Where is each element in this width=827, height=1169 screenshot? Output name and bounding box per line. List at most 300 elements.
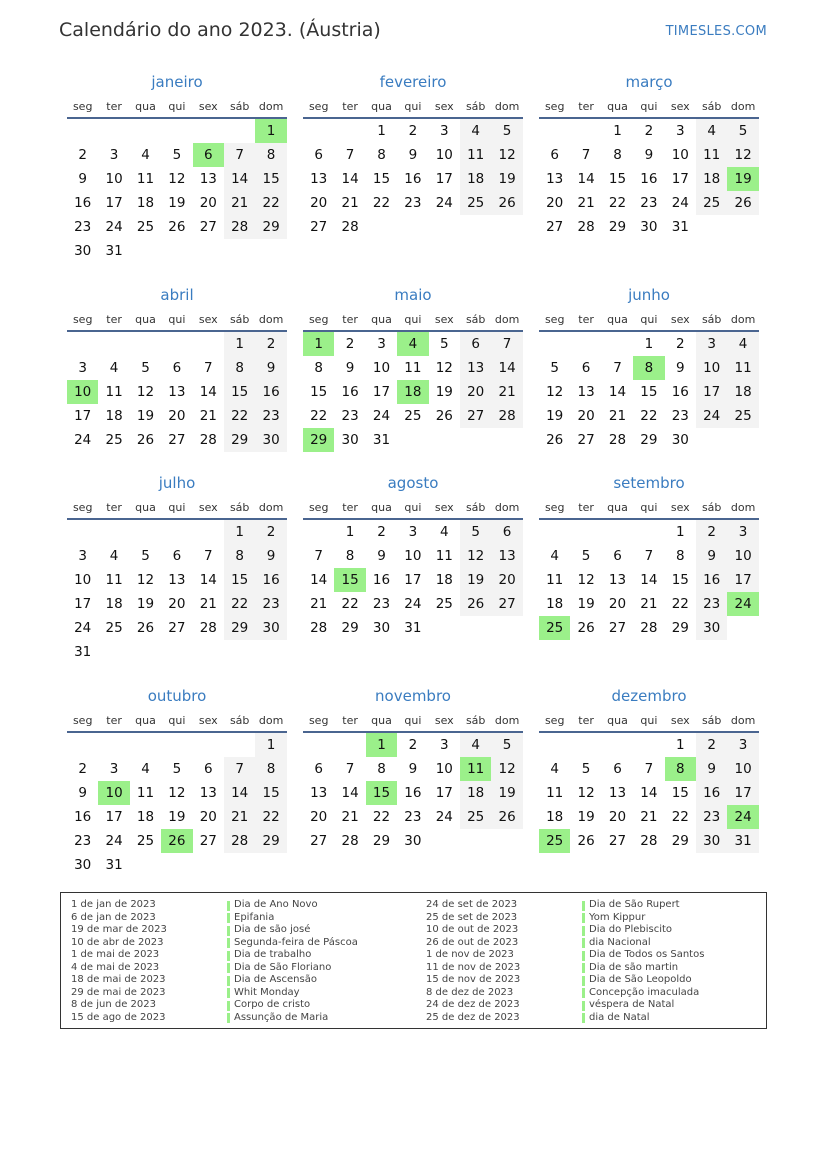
day-cell[interactable]: 25	[105, 432, 123, 448]
day-cell[interactable]: 8	[613, 147, 622, 163]
day-cell[interactable]: 27	[168, 432, 186, 448]
day-cell[interactable]: 9	[408, 147, 418, 163]
day-cell[interactable]: 13	[199, 785, 217, 801]
day-cell[interactable]: 14	[224, 781, 255, 805]
day-cell[interactable]: 28	[310, 620, 328, 636]
day-cell[interactable]: 11	[696, 143, 727, 167]
day-cell[interactable]: 7	[224, 143, 255, 167]
day-cell[interactable]: 7	[203, 548, 213, 564]
day-cell[interactable]: 3	[377, 336, 386, 352]
day-cell[interactable]: 4	[460, 733, 491, 757]
day-cell[interactable]: 30	[696, 829, 727, 853]
day-cell[interactable]: 25	[404, 408, 422, 424]
day-cell[interactable]: 13	[546, 171, 564, 187]
day-cell[interactable]: 16	[74, 809, 92, 825]
day-cell[interactable]: 27	[608, 620, 627, 636]
day-cell[interactable]: 30	[255, 428, 286, 452]
day-cell[interactable]: 17	[74, 408, 92, 424]
day-cell[interactable]: 22	[341, 596, 359, 612]
day-cell[interactable]: 26	[491, 191, 522, 215]
day-cell[interactable]: 1	[675, 737, 685, 753]
day-cell[interactable]: 18	[105, 596, 123, 612]
day-cell[interactable]: 19	[136, 596, 155, 612]
day-cell[interactable]: 6	[491, 520, 522, 544]
day-cell[interactable]: 2	[408, 123, 418, 139]
day-cell[interactable]: 28	[224, 829, 255, 853]
holiday-day[interactable]: 25	[539, 829, 570, 853]
day-cell[interactable]: 17	[435, 171, 453, 187]
day-cell[interactable]: 26	[435, 408, 453, 424]
day-cell[interactable]: 27	[168, 620, 186, 636]
day-cell[interactable]: 15	[640, 384, 658, 400]
day-cell[interactable]: 30	[696, 616, 727, 640]
day-cell[interactable]: 31	[372, 432, 391, 448]
day-cell[interactable]: 14	[491, 356, 522, 380]
day-cell[interactable]: 30	[372, 620, 391, 636]
day-cell[interactable]: 13	[577, 384, 595, 400]
day-cell[interactable]: 24	[74, 432, 92, 448]
day-cell[interactable]: 23	[74, 219, 92, 235]
day-cell[interactable]: 3	[727, 733, 758, 757]
holiday-day[interactable]: 8	[665, 757, 696, 781]
day-cell[interactable]: 8	[224, 544, 255, 568]
day-cell[interactable]: 14	[577, 171, 595, 187]
day-cell[interactable]: 15	[224, 380, 255, 404]
day-cell[interactable]: 21	[491, 380, 522, 404]
day-cell[interactable]: 9	[644, 147, 654, 163]
day-cell[interactable]: 2	[408, 737, 418, 753]
day-cell[interactable]: 22	[671, 809, 689, 825]
day-cell[interactable]: 29	[671, 620, 689, 636]
day-cell[interactable]: 23	[696, 592, 727, 616]
day-cell[interactable]: 23	[372, 596, 391, 612]
day-cell[interactable]: 9	[345, 360, 355, 376]
day-cell[interactable]: 22	[671, 596, 689, 612]
day-cell[interactable]: 6	[314, 761, 323, 777]
day-cell[interactable]: 26	[460, 592, 491, 616]
day-cell[interactable]: 9	[78, 785, 87, 801]
day-cell[interactable]: 5	[581, 761, 591, 777]
day-cell[interactable]: 16	[74, 195, 92, 211]
day-cell[interactable]: 21	[341, 809, 359, 825]
day-cell[interactable]: 7	[224, 757, 255, 781]
day-cell[interactable]: 23	[404, 809, 422, 825]
day-cell[interactable]: 10	[105, 171, 123, 187]
day-cell[interactable]: 12	[491, 757, 522, 781]
day-cell[interactable]: 24	[105, 219, 123, 235]
day-cell[interactable]: 4	[109, 548, 119, 564]
day-cell[interactable]: 28	[640, 833, 658, 849]
day-cell[interactable]: 2	[255, 332, 286, 356]
day-cell[interactable]: 13	[608, 785, 627, 801]
holiday-day[interactable]: 24	[727, 592, 758, 616]
day-cell[interactable]: 20	[577, 408, 595, 424]
day-cell[interactable]: 18	[105, 408, 123, 424]
day-cell[interactable]: 20	[460, 380, 491, 404]
day-cell[interactable]: 21	[199, 596, 217, 612]
day-cell[interactable]: 20	[199, 809, 217, 825]
day-cell[interactable]: 3	[78, 548, 87, 564]
day-cell[interactable]: 18	[136, 809, 155, 825]
day-cell[interactable]: 25	[460, 805, 491, 829]
day-cell[interactable]: 10	[404, 548, 422, 564]
day-cell[interactable]: 23	[696, 805, 727, 829]
day-cell[interactable]: 27	[546, 219, 564, 235]
day-cell[interactable]: 21	[640, 809, 658, 825]
day-cell[interactable]: 19	[491, 781, 522, 805]
day-cell[interactable]: 19	[168, 809, 186, 825]
day-cell[interactable]: 17	[404, 572, 422, 588]
day-cell[interactable]: 28	[224, 215, 255, 239]
day-cell[interactable]: 16	[696, 568, 727, 592]
day-cell[interactable]: 6	[581, 360, 591, 376]
day-cell[interactable]: 7	[581, 147, 591, 163]
day-cell[interactable]: 25	[105, 620, 123, 636]
day-cell[interactable]: 12	[460, 544, 491, 568]
day-cell[interactable]: 18	[435, 572, 453, 588]
day-cell[interactable]: 31	[671, 219, 689, 235]
day-cell[interactable]: 20	[608, 596, 627, 612]
day-cell[interactable]: 15	[372, 171, 391, 187]
day-cell[interactable]: 17	[696, 380, 727, 404]
day-cell[interactable]: 6	[550, 147, 559, 163]
day-cell[interactable]: 5	[727, 119, 758, 143]
day-cell[interactable]: 15	[255, 167, 286, 191]
day-cell[interactable]: 3	[78, 360, 87, 376]
day-cell[interactable]: 26	[727, 191, 758, 215]
day-cell[interactable]: 29	[255, 829, 286, 853]
day-cell[interactable]: 8	[377, 761, 386, 777]
day-cell[interactable]: 12	[546, 384, 564, 400]
day-cell[interactable]: 4	[727, 332, 758, 356]
day-cell[interactable]: 9	[377, 548, 386, 564]
day-cell[interactable]: 28	[577, 219, 595, 235]
day-cell[interactable]: 3	[109, 147, 119, 163]
holiday-day[interactable]: 24	[727, 805, 758, 829]
day-cell[interactable]: 18	[546, 809, 564, 825]
day-cell[interactable]: 1	[224, 520, 255, 544]
day-cell[interactable]: 1	[377, 123, 386, 139]
day-cell[interactable]: 19	[168, 195, 186, 211]
day-cell[interactable]: 29	[671, 833, 689, 849]
day-cell[interactable]: 11	[136, 785, 155, 801]
day-cell[interactable]: 26	[136, 432, 155, 448]
day-cell[interactable]: 24	[372, 408, 391, 424]
day-cell[interactable]: 28	[491, 404, 522, 428]
day-cell[interactable]: 2	[255, 520, 286, 544]
day-cell[interactable]: 10	[727, 544, 758, 568]
day-cell[interactable]: 29	[640, 432, 658, 448]
day-cell[interactable]: 5	[460, 520, 491, 544]
day-cell[interactable]: 15	[671, 785, 689, 801]
day-cell[interactable]: 30	[640, 219, 658, 235]
day-cell[interactable]: 16	[696, 781, 727, 805]
day-cell[interactable]: 8	[314, 360, 323, 376]
holiday-day[interactable]: 4	[397, 332, 428, 356]
day-cell[interactable]: 13	[168, 384, 186, 400]
day-cell[interactable]: 7	[491, 332, 522, 356]
day-cell[interactable]: 23	[671, 408, 689, 424]
day-cell[interactable]: 27	[310, 219, 328, 235]
day-cell[interactable]: 9	[255, 544, 286, 568]
brand-link[interactable]: TIMESLES.COM	[665, 24, 767, 39]
day-cell[interactable]: 2	[78, 761, 87, 777]
day-cell[interactable]: 18	[727, 380, 758, 404]
day-cell[interactable]: 13	[460, 356, 491, 380]
day-cell[interactable]: 15	[671, 572, 689, 588]
day-cell[interactable]: 28	[341, 219, 359, 235]
day-cell[interactable]: 25	[696, 191, 727, 215]
day-cell[interactable]: 6	[314, 147, 323, 163]
day-cell[interactable]: 4	[696, 119, 727, 143]
day-cell[interactable]: 4	[550, 548, 559, 564]
day-cell[interactable]: 12	[168, 171, 186, 187]
day-cell[interactable]: 3	[696, 332, 727, 356]
day-cell[interactable]: 3	[727, 520, 758, 544]
day-cell[interactable]: 11	[105, 384, 123, 400]
day-cell[interactable]: 3	[109, 761, 119, 777]
day-cell[interactable]: 4	[439, 524, 449, 540]
holiday-day[interactable]: 6	[193, 143, 224, 167]
day-cell[interactable]: 29	[372, 833, 391, 849]
day-cell[interactable]: 13	[491, 544, 522, 568]
day-cell[interactable]: 30	[255, 616, 286, 640]
day-cell[interactable]: 24	[671, 195, 689, 211]
day-cell[interactable]: 15	[224, 568, 255, 592]
day-cell[interactable]: 4	[109, 360, 119, 376]
day-cell[interactable]: 22	[310, 408, 328, 424]
day-cell[interactable]: 20	[199, 195, 217, 211]
day-cell[interactable]: 5	[172, 147, 182, 163]
day-cell[interactable]: 31	[74, 644, 92, 660]
day-cell[interactable]: 31	[404, 620, 422, 636]
day-cell[interactable]: 11	[136, 171, 155, 187]
day-cell[interactable]: 5	[439, 336, 449, 352]
day-cell[interactable]: 1	[613, 123, 622, 139]
day-cell[interactable]: 5	[491, 733, 522, 757]
day-cell[interactable]: 26	[546, 432, 564, 448]
day-cell[interactable]: 28	[341, 833, 359, 849]
day-cell[interactable]: 17	[74, 596, 92, 612]
day-cell[interactable]: 27	[460, 404, 491, 428]
day-cell[interactable]: 7	[644, 548, 654, 564]
day-cell[interactable]: 3	[408, 524, 418, 540]
day-cell[interactable]: 18	[136, 195, 155, 211]
day-cell[interactable]: 19	[577, 809, 595, 825]
holiday-day[interactable]: 1	[366, 733, 397, 757]
day-cell[interactable]: 2	[696, 733, 727, 757]
day-cell[interactable]: 26	[136, 620, 155, 636]
day-cell[interactable]: 4	[141, 761, 150, 777]
day-cell[interactable]: 9	[696, 544, 727, 568]
holiday-day[interactable]: 1	[303, 332, 334, 356]
day-cell[interactable]: 22	[224, 592, 255, 616]
day-cell[interactable]: 29	[224, 428, 255, 452]
holiday-day[interactable]: 25	[539, 616, 570, 640]
day-cell[interactable]: 4	[141, 147, 150, 163]
day-cell[interactable]: 17	[727, 781, 758, 805]
day-cell[interactable]: 10	[696, 356, 727, 380]
day-cell[interactable]: 16	[404, 785, 422, 801]
holiday-day[interactable]: 10	[98, 781, 129, 805]
day-cell[interactable]: 6	[203, 761, 213, 777]
day-cell[interactable]: 6	[172, 360, 182, 376]
day-cell[interactable]: 13	[168, 572, 186, 588]
day-cell[interactable]: 15	[608, 171, 627, 187]
day-cell[interactable]: 6	[172, 548, 182, 564]
day-cell[interactable]: 18	[696, 167, 727, 191]
day-cell[interactable]: 3	[439, 737, 449, 753]
day-cell[interactable]: 6	[460, 332, 491, 356]
day-cell[interactable]: 30	[341, 432, 359, 448]
day-cell[interactable]: 30	[671, 432, 689, 448]
day-cell[interactable]: 7	[345, 147, 355, 163]
day-cell[interactable]: 18	[546, 596, 564, 612]
day-cell[interactable]: 7	[345, 761, 355, 777]
day-cell[interactable]: 12	[136, 572, 155, 588]
day-cell[interactable]: 27	[199, 833, 217, 849]
day-cell[interactable]: 24	[74, 620, 92, 636]
day-cell[interactable]: 11	[105, 572, 123, 588]
day-cell[interactable]: 5	[491, 119, 522, 143]
day-cell[interactable]: 14	[199, 384, 217, 400]
day-cell[interactable]: 16	[671, 384, 689, 400]
day-cell[interactable]: 22	[608, 195, 627, 211]
day-cell[interactable]: 4	[550, 761, 559, 777]
holiday-day[interactable]: 15	[334, 568, 365, 592]
day-cell[interactable]: 9	[408, 761, 418, 777]
day-cell[interactable]: 8	[345, 548, 355, 564]
day-cell[interactable]: 13	[310, 171, 328, 187]
day-cell[interactable]: 20	[310, 195, 328, 211]
day-cell[interactable]: 29	[608, 219, 627, 235]
day-cell[interactable]: 18	[460, 167, 491, 191]
day-cell[interactable]: 24	[696, 404, 727, 428]
day-cell[interactable]: 13	[608, 572, 627, 588]
day-cell[interactable]: 7	[203, 360, 213, 376]
day-cell[interactable]: 14	[224, 167, 255, 191]
day-cell[interactable]: 14	[341, 171, 359, 187]
day-cell[interactable]: 28	[199, 432, 217, 448]
day-cell[interactable]: 25	[136, 833, 155, 849]
day-cell[interactable]: 17	[105, 809, 123, 825]
day-cell[interactable]: 5	[141, 548, 150, 564]
day-cell[interactable]: 12	[577, 785, 595, 801]
day-cell[interactable]: 15	[310, 384, 328, 400]
day-cell[interactable]: 2	[345, 336, 355, 352]
day-cell[interactable]: 5	[141, 360, 150, 376]
day-cell[interactable]: 26	[577, 833, 595, 849]
day-cell[interactable]: 17	[435, 785, 453, 801]
day-cell[interactable]: 19	[546, 408, 564, 424]
day-cell[interactable]: 11	[546, 785, 564, 801]
holiday-day[interactable]: 10	[67, 380, 98, 404]
day-cell[interactable]: 9	[675, 360, 685, 376]
day-cell[interactable]: 16	[255, 568, 286, 592]
day-cell[interactable]: 8	[675, 548, 685, 564]
day-cell[interactable]: 1	[224, 332, 255, 356]
day-cell[interactable]: 26	[168, 219, 186, 235]
day-cell[interactable]: 12	[168, 785, 186, 801]
day-cell[interactable]: 11	[404, 360, 422, 376]
day-cell[interactable]: 9	[78, 171, 87, 187]
day-cell[interactable]: 31	[105, 243, 123, 259]
day-cell[interactable]: 10	[435, 761, 453, 777]
day-cell[interactable]: 27	[577, 432, 595, 448]
day-cell[interactable]: 4	[460, 119, 491, 143]
day-cell[interactable]: 13	[310, 785, 328, 801]
day-cell[interactable]: 10	[74, 572, 92, 588]
holiday-day[interactable]: 8	[633, 356, 664, 380]
holiday-day[interactable]: 15	[366, 781, 397, 805]
day-cell[interactable]: 11	[435, 548, 453, 564]
day-cell[interactable]: 24	[404, 596, 422, 612]
day-cell[interactable]: 17	[727, 568, 758, 592]
day-cell[interactable]: 5	[581, 548, 591, 564]
day-cell[interactable]: 11	[727, 356, 758, 380]
day-cell[interactable]: 29	[255, 215, 286, 239]
day-cell[interactable]: 1	[255, 733, 286, 757]
day-cell[interactable]: 20	[491, 568, 522, 592]
day-cell[interactable]: 22	[224, 404, 255, 428]
day-cell[interactable]: 14	[199, 572, 217, 588]
day-cell[interactable]: 28	[199, 620, 217, 636]
day-cell[interactable]: 28	[640, 620, 658, 636]
day-cell[interactable]: 10	[671, 147, 689, 163]
day-cell[interactable]: 21	[608, 408, 627, 424]
day-cell[interactable]: 23	[74, 833, 92, 849]
day-cell[interactable]: 22	[255, 191, 286, 215]
day-cell[interactable]: 21	[224, 191, 255, 215]
day-cell[interactable]: 14	[640, 572, 658, 588]
day-cell[interactable]: 17	[671, 171, 689, 187]
day-cell[interactable]: 22	[372, 195, 391, 211]
day-cell[interactable]: 8	[255, 143, 286, 167]
day-cell[interactable]: 22	[255, 805, 286, 829]
day-cell[interactable]: 25	[435, 596, 453, 612]
day-cell[interactable]: 16	[640, 171, 658, 187]
day-cell[interactable]: 28	[608, 432, 627, 448]
day-cell[interactable]: 3	[675, 123, 685, 139]
day-cell[interactable]: 10	[435, 147, 453, 163]
day-cell[interactable]: 9	[255, 356, 286, 380]
day-cell[interactable]: 12	[727, 143, 758, 167]
day-cell[interactable]: 30	[74, 243, 92, 259]
day-cell[interactable]: 14	[310, 572, 328, 588]
day-cell[interactable]: 27	[199, 219, 217, 235]
day-cell[interactable]: 30	[74, 857, 92, 873]
holiday-day[interactable]: 26	[161, 829, 192, 853]
day-cell[interactable]: 2	[675, 336, 685, 352]
day-cell[interactable]: 7	[644, 761, 654, 777]
day-cell[interactable]: 16	[341, 384, 359, 400]
day-cell[interactable]: 2	[696, 520, 727, 544]
day-cell[interactable]: 19	[435, 384, 453, 400]
day-cell[interactable]: 21	[199, 408, 217, 424]
day-cell[interactable]: 16	[255, 380, 286, 404]
day-cell[interactable]: 2	[644, 123, 654, 139]
day-cell[interactable]: 20	[546, 195, 564, 211]
day-cell[interactable]: 8	[255, 757, 286, 781]
day-cell[interactable]: 15	[255, 781, 286, 805]
day-cell[interactable]: 14	[608, 384, 627, 400]
day-cell[interactable]: 12	[136, 384, 155, 400]
day-cell[interactable]: 22	[372, 809, 391, 825]
day-cell[interactable]: 17	[372, 384, 391, 400]
day-cell[interactable]: 13	[199, 171, 217, 187]
day-cell[interactable]: 20	[608, 809, 627, 825]
day-cell[interactable]: 5	[550, 360, 559, 376]
